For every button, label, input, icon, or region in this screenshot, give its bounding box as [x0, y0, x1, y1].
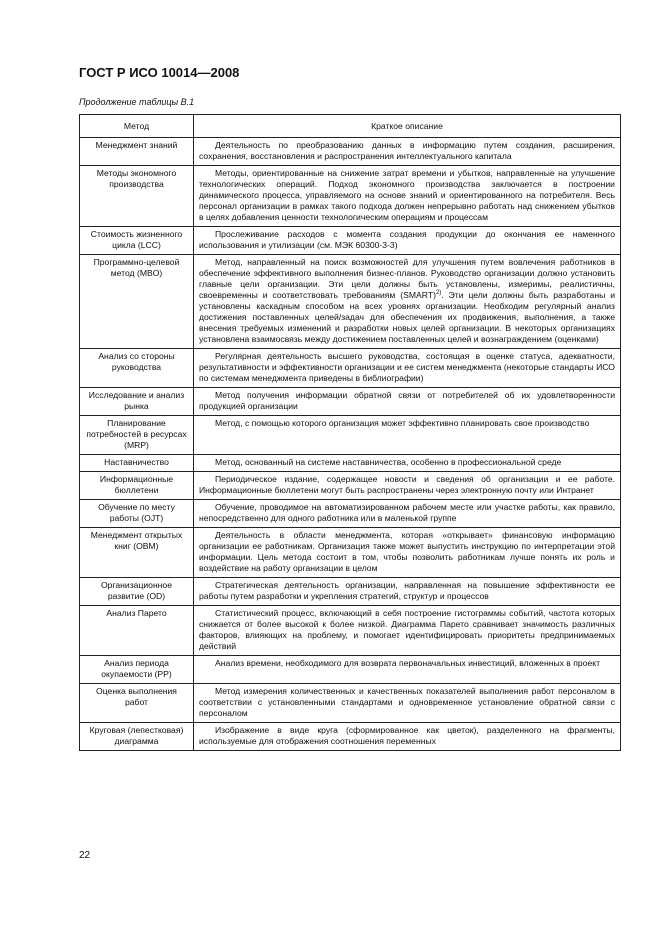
description-cell: Деятельность по преобразованию данных в информацию путем создания, расширения, сохранения, восстановления и распространения интеллектуального капитала: [194, 138, 621, 166]
table-row: [80, 723, 621, 751]
method-cell: Анализ Парето: [80, 606, 194, 656]
table-row: [80, 606, 621, 656]
description-cell: Метод измерения количественных и качественных показателей выполнения работ персоналом в соответствии с установленными стандартами и одновременное установление обратной связи с персоналом: [194, 684, 621, 723]
method-cell: Менеджмент открытых книг (OBM): [80, 528, 194, 578]
table-header-row: [80, 115, 621, 138]
description-cell: Анализ времени, необходимого для возврата первоначальных инвестиций, вложенных в проект: [194, 656, 621, 684]
table-row: [80, 166, 621, 227]
description-cell: Статистический процесс, включающий в себя построение гистограммы событий, частота которых снижается от более высокой к более низкой. Диаграмма Парето сравнивает значимость различных факторов, влияющих на проблему, и помогает идентифицировать приоритеты предпринимаемых действий: [194, 606, 621, 656]
method-cell: Стоимость жизненного цикла (LCC): [80, 227, 194, 255]
method-cell: Анализ со стороны руководства: [80, 349, 194, 388]
method-cell: Оценка выполнения работ: [80, 684, 194, 723]
description-cell: Периодическое издание, содержащее новости и сведения об организации и ее работе. Информационные бюллетени могут быть распространены через электронную почту или Интранет: [194, 472, 621, 500]
table-row: [80, 388, 621, 416]
description-cell: Метод, с помощью которого организация может эффективно планировать свое производство: [194, 416, 621, 455]
table-row: [80, 255, 621, 349]
method-cell: Программно-целевой метод (MBO): [80, 255, 194, 349]
description-text: . Эти цели должны быть разработаны и установлены каскадным способом на всех уровнях организации. Необходим регулярный анализ достижения поставленных целей/задач для обеспечения их продвижения, выполнения, а также внесения требуемых изменений и разработки новых целей организации. В некоторых организациях установлена взаимосвязь между достижением поставленных целей и вознаграждением (оценками): [199, 290, 615, 344]
description-cell: Метод получения информации обратной связи от потребителей об их удовлетворенности продукцией организации: [194, 388, 621, 416]
description-cell: Методы, ориентированные на снижение затрат времени и убытков, направленные на улучшение технологических операций. Подход экономного производства заключается в построении динамического процесса, управляемого на основе знаний и ориентированного на потребителя. Весь персонал организации в рамках такого подхода должен непрерывно работать над снижением убытков в целях добавления ценности технологическим операциям и процессам: [194, 166, 621, 227]
description-cell: Обучение, проводимое на автоматизированном рабочем месте или участке работы, как правило, непосредственно для одного работника или в маленькой группе: [194, 500, 621, 528]
description-cell: Деятельность в области менеджмента, которая «открывает» финансовую информацию организации ее работникам. Организация также может выпустить инструкцию по интерпретации этой информации. Цель метода состоит в том, чтобы позволить работникам лучше понять их роль и воздействие на работу организации в целом: [194, 528, 621, 578]
description-cell: Стратегическая деятельность организации, направленная на повышение эффективности ее работы путем разработки и укрепления стратегий, структур и процессов: [194, 578, 621, 606]
method-cell: Планирование потребностей в ресурсах (MRP): [80, 416, 194, 455]
column-header-method: Метод: [80, 115, 194, 138]
table-continuation-caption: Продолжение таблицы В.1: [79, 97, 195, 107]
table-row: [80, 578, 621, 606]
page-number: 22: [79, 850, 91, 861]
method-cell: Организационное развитие (OD): [80, 578, 194, 606]
table-row: [80, 528, 621, 578]
description-cell: Регулярная деятельность высшего руководства, состоящая в оценке статуса, адекватности, результативности и эффективности организации и ее систем менеджмента (некоторые стандарты ИСО по системам менеджмента приведены в библиографии): [194, 349, 621, 388]
table-row: [80, 500, 621, 528]
description-cell: Прослеживание расходов с момента создания продукции до окончания ее наменного использования и утилизации (см. МЭК 60300-3-3): [194, 227, 621, 255]
description-text: Метод, направленный на поиск возможностей для улучшения путем вовлечения работников в обеспечение эффективного выполнения бизнес-планов. Руководство организации должно установить главные цели организации. Эти цели должны быть установлены, измеримы, реалистичны, своевременны и соответствовать требованиям (SMART): [199, 257, 615, 300]
description-cell: Изображение в виде круга (сформированное как цветок), разделенного на фрагменты, используемые для отображения соотношения переменных: [194, 723, 621, 751]
method-cell: Исследование и анализ рынка: [80, 388, 194, 416]
document-header: ГОСТ Р ИСО 10014—2008: [79, 65, 240, 80]
method-cell: Менеджмент знаний: [80, 138, 194, 166]
method-cell: Анализ периода окупаемости (PP): [80, 656, 194, 684]
method-cell: Наставничество: [80, 455, 194, 472]
table-row: [80, 472, 621, 500]
footnote-marker: 2): [435, 290, 442, 297]
column-header-description: Краткое описание: [194, 115, 621, 138]
description-cell: Метод, основанный на системе наставничества, особенно в профессиональной среде: [194, 455, 621, 472]
method-cell: Методы экономного производства: [80, 166, 194, 227]
table-row: [80, 656, 621, 684]
table-row: [80, 227, 621, 255]
method-cell: Круговая (лепестковая) диаграмма: [80, 723, 194, 751]
table-row: [80, 416, 621, 455]
description-cell: [194, 255, 621, 349]
methods-table: [79, 114, 621, 751]
table-row: [80, 349, 621, 388]
table-row: [80, 138, 621, 166]
table-row: [80, 684, 621, 723]
method-cell: Обучение по месту работы (OJT): [80, 500, 194, 528]
table-row: [80, 455, 621, 472]
method-cell: Информационные бюллетени: [80, 472, 194, 500]
